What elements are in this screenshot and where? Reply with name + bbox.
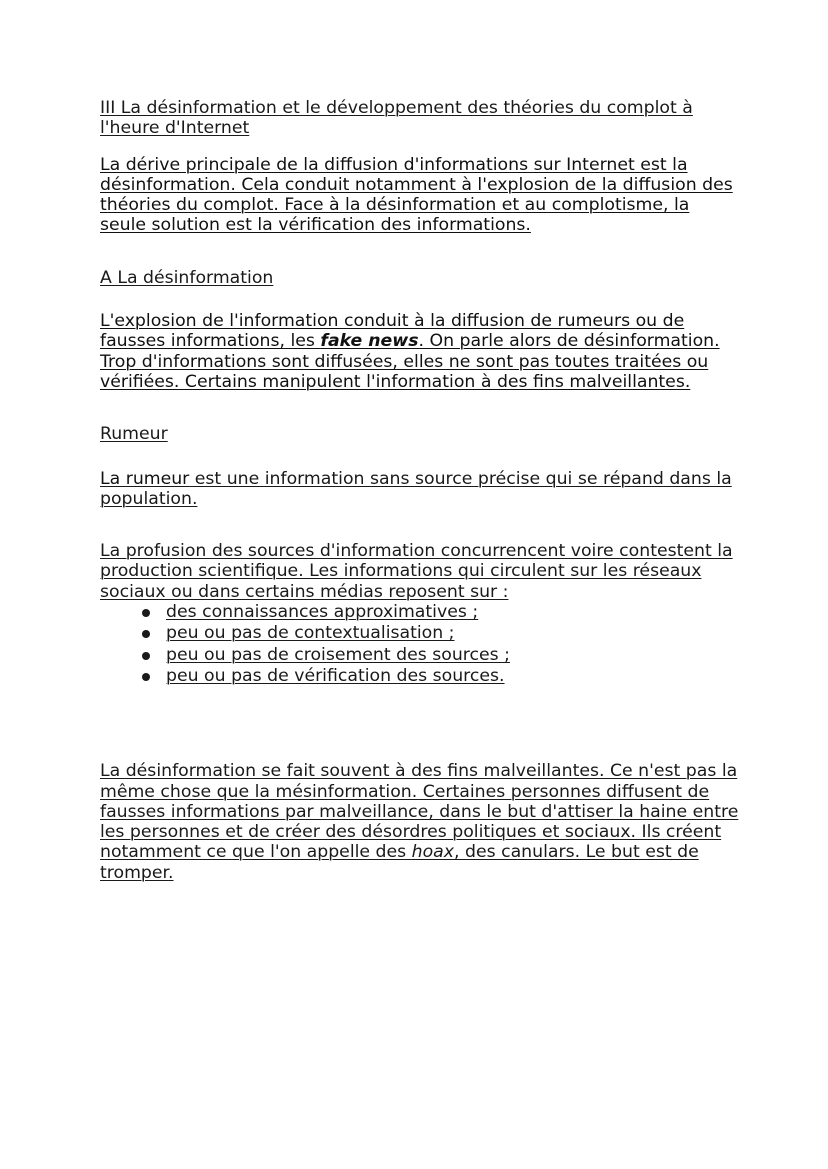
list-item — [138, 645, 740, 666]
rumeur-definition-text: est une information sans source précise qui se répand dans la population. — [100, 468, 732, 509]
closing-text-start: La désinformation se fait souvent à des fins malveillantes. Ce n'est pas la même chose que la mésinformation. Certaines personnes diffusent de fausses informations par malveillance, dans le but d'attiser la haine entre les personnes et de créer des désordres politiques et sociaux. Ils créent notamment ce que l'on appelle des — [100, 761, 739, 863]
section-a-text-end: . On parle alors de désinformation. Trop d'informations sont diffusées, elles ne sont pas toutes traitées ou vérifiées. Certains manipulent l'information à des fins malveillantes. — [100, 331, 720, 392]
section-a-paragraph — [100, 311, 740, 392]
profusion-paragraph: La profusion des sources d'information concurrencent voire contestent la production scientifique. Les informations qui circulent sur les réseaux sociaux ou dans certains médias reposent sur : — [100, 541, 733, 602]
list-item-text: peu ou pas de croisement des sources ; — [166, 644, 510, 665]
bullet-icon — [142, 673, 150, 681]
section-a-text-start: L'explosion de l'information conduit à la diffusion de rumeurs ou de fausses informations, les — [100, 311, 685, 352]
bullet-icon — [142, 609, 150, 617]
intro-paragraph: La dérive principale de la diffusion d'informations sur Internet est la désinformation. Cela conduit notamment à l'explosion de la diffusion des théories du complot. Face à la désinformation et au complotisme, la seule solution est la vérification des informations. — [100, 154, 733, 236]
section-a-heading: A La désinformation — [100, 267, 274, 288]
list-item-text: peu ou pas de contextualisation ; — [166, 623, 455, 644]
list-item — [138, 602, 740, 623]
rumeur-heading: Rumeur — [100, 424, 168, 445]
list-item-text: des connaissances approximatives ; — [166, 602, 479, 623]
rumeur-definition — [100, 469, 740, 510]
closing-paragraph — [100, 761, 740, 883]
closing-text-end: , des canulars. Le but est de tromper. — [100, 842, 699, 883]
fake-news-term: fake news — [320, 331, 419, 352]
rumeur-term: La rumeur — [100, 468, 190, 489]
document-page — [100, 98, 740, 883]
bullet-list — [100, 602, 740, 687]
page-title: III La désinformation et le développement des théories du complot à l'heure d'Internet — [100, 98, 693, 139]
list-item — [138, 666, 740, 687]
bullet-icon — [142, 630, 150, 638]
list-item — [138, 623, 740, 644]
list-item-text: peu ou pas de vérification des sources. — [166, 665, 505, 686]
hoax-term: hoax — [411, 842, 454, 863]
bullet-icon — [142, 652, 150, 660]
